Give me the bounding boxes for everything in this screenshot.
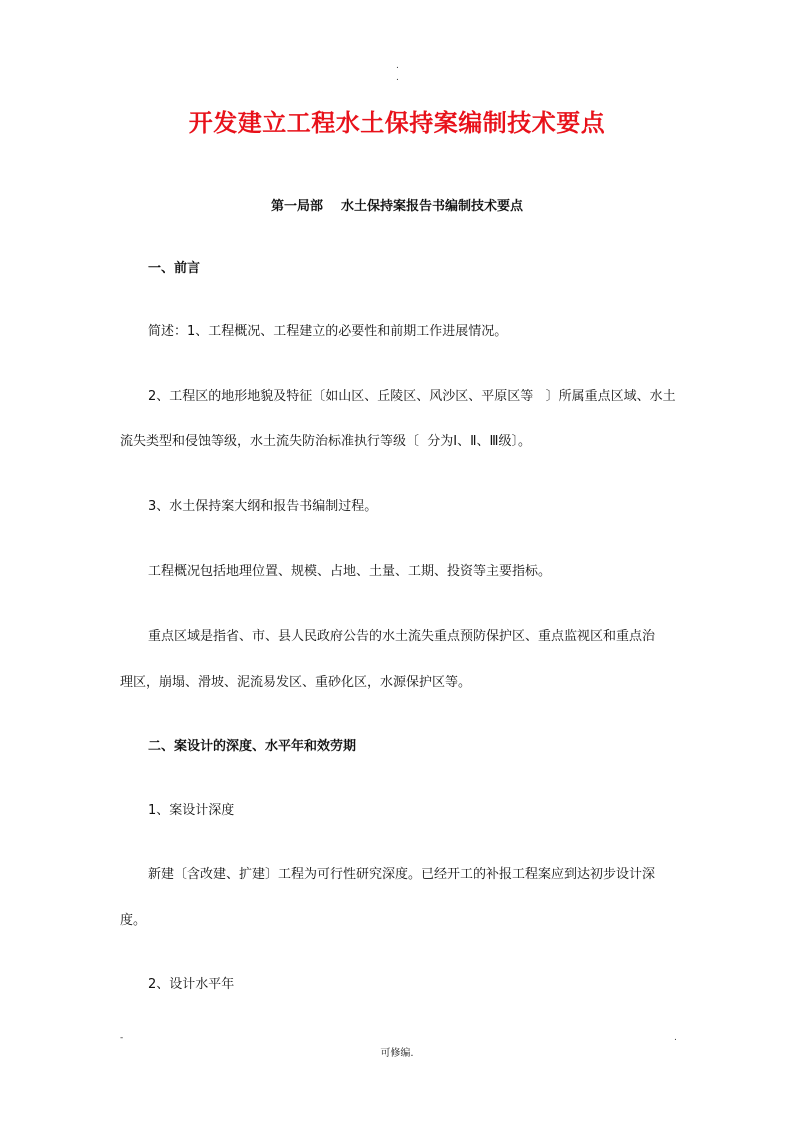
paragraph-6-line-1: 新建〔含改建、扩建〕工程为可行性研究深度。已经开工的补报工程案应到达初步设计深 (148, 867, 656, 882)
subheading-design-depth: 1、案设计深度 (148, 803, 235, 818)
paragraph-5-line-2: 理区，崩塌、滑坡、泥流易发区、重砂化区，水源保护区等。 (120, 675, 472, 690)
subheading-design-year: 2、设计水平年 (148, 977, 235, 992)
paragraph-2-line-1: 2、工程区的地形地貌及特征〔如山区、丘陵区、风沙区、平原区等 〕所属重点区域、水土 (148, 389, 676, 404)
paragraph-3: 3、水土保持案大纲和报告书编制过程。 (148, 499, 378, 514)
paragraph-2-line-2: 流失类型和侵蚀等级，水土流失防治标准执行等级〔 分为Ⅰ、Ⅱ、Ⅲ级〕。 (120, 434, 531, 449)
footer-left-mark: - (120, 1033, 124, 1043)
document-subtitle: 第一局部 水土保持案报告书编制技术要点 (270, 199, 524, 214)
footer-right-mark: . (674, 1033, 677, 1043)
section-heading-preface: 一、前言 (148, 261, 201, 276)
top-mark-1: . (396, 61, 399, 71)
paragraph-intro: 简述：1、工程概况、工程建立的必要性和前期工作进展情况。 (148, 324, 508, 339)
page-footer: 可修编. (380, 1048, 414, 1059)
paragraph-6-line-2: 度。 (120, 913, 147, 928)
document-title: 开发建立工程水土保持案编制技术要点 (188, 109, 606, 137)
top-mark-2: . (396, 73, 399, 83)
section-heading-design: 二、案设计的深度、水平年和效劳期 (148, 739, 357, 754)
paragraph-4: 工程概况包括地理位置、规模、占地、土量、工期、投资等主要指标。 (148, 564, 552, 579)
paragraph-5-line-1: 重点区域是指省、市、县人民政府公告的水土流失重点预防保护区、重点监视区和重点治 (148, 629, 656, 644)
